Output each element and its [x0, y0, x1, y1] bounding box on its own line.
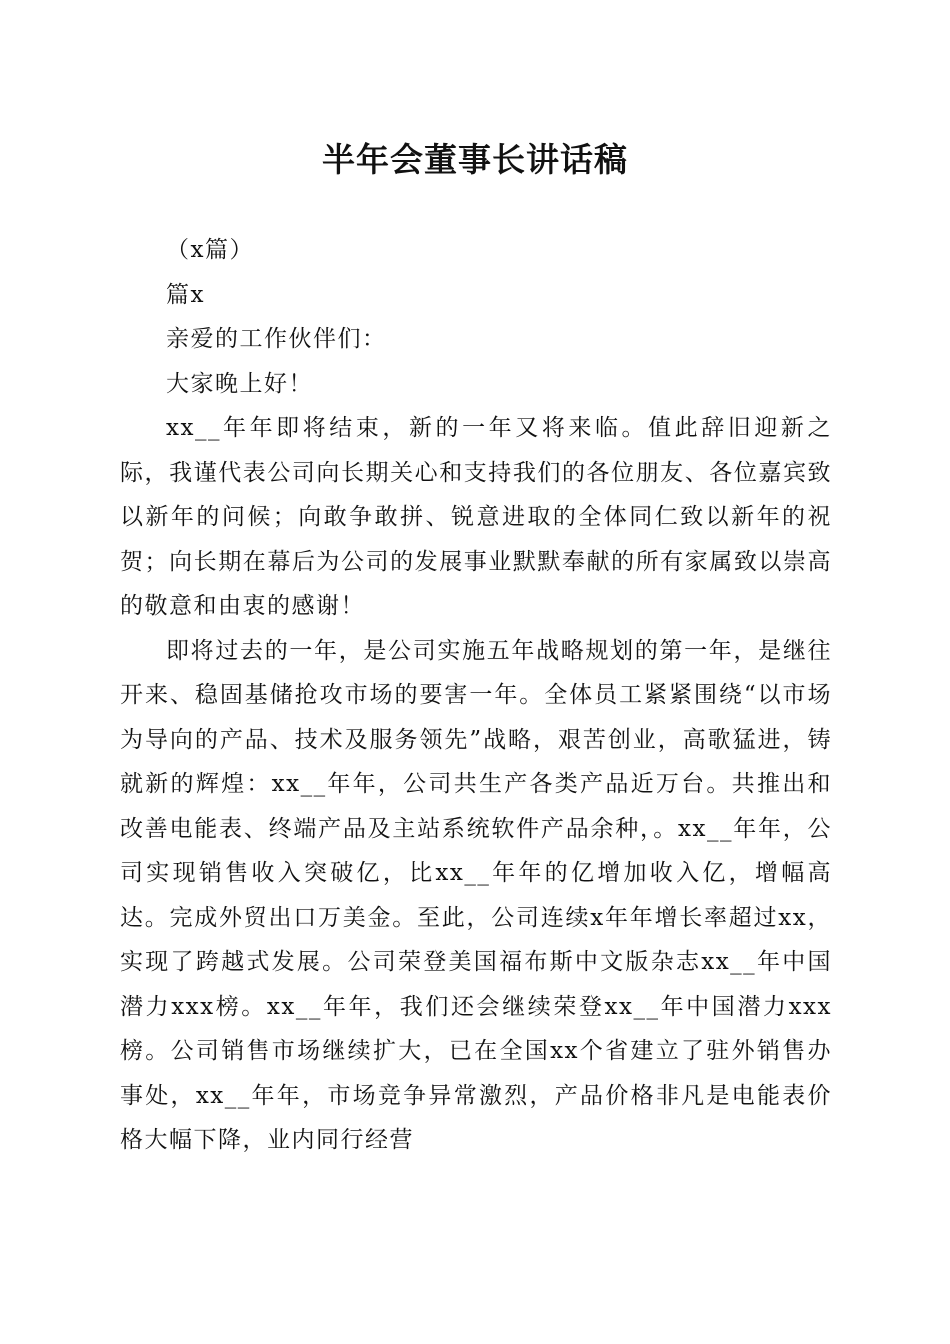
paragraph-new-year-wishes: xx__年年即将结束，新的一年又将来临。值此辞旧迎新之际，我谨代表公司向长期关心和支持我们的各位朋友、各位嘉宾致以新年的问候；向敢争敢拼、锐意进取的全体同仁致以新年的祝贺；向长期在幕后为公司的发展事业默默奉献的所有家属致以崇高的敬意和由衷的感谢！ [120, 415, 832, 619]
paragraph-greeting: 大家晚上好！ [166, 370, 313, 397]
document-body [120, 228, 832, 1163]
paragraph-count-note: （x篇） [166, 237, 254, 263]
paragraph-year-review: 即将过去的一年，是公司实施五年战略规划的第一年，是继往开来、稳固基储抢攻市场的要害一年。全体员工紧紧围绕“以市场为导向的产品、技术及服务领先”战略，艰苦创业，高歌猛进，铸就新的辉煌：xx__年年，公司共生产各类产品近万台。共推出和改善电能表、终端产品及主站系统软件产品余种，。xx__年年，公司实现销售收入突破亿，比xx__年年的亿增加收入亿，增幅高达。完成外贸出口万美金。至此，公司连续x年年增长率超过xx，实现了跨越式发展。公司荣登美国福布斯中文版杂志xx__年中国潜力xxx榜。xx__年年，我们还会继续荣登xx__年中国潜力xxx榜。公司销售市场继续扩大，已在全国xx个省建立了驻外销售办事处，xx__年年，市场竞争异常激烈，产品价格非凡是电能表价格大幅下降，业内同行经营 [120, 637, 832, 1153]
document-title: 半年会董事长讲话稿 [322, 140, 628, 179]
paragraph-section-label: 篇x [166, 281, 205, 308]
paragraph-salutation: 亲爱的工作伙伴们： [166, 326, 387, 352]
